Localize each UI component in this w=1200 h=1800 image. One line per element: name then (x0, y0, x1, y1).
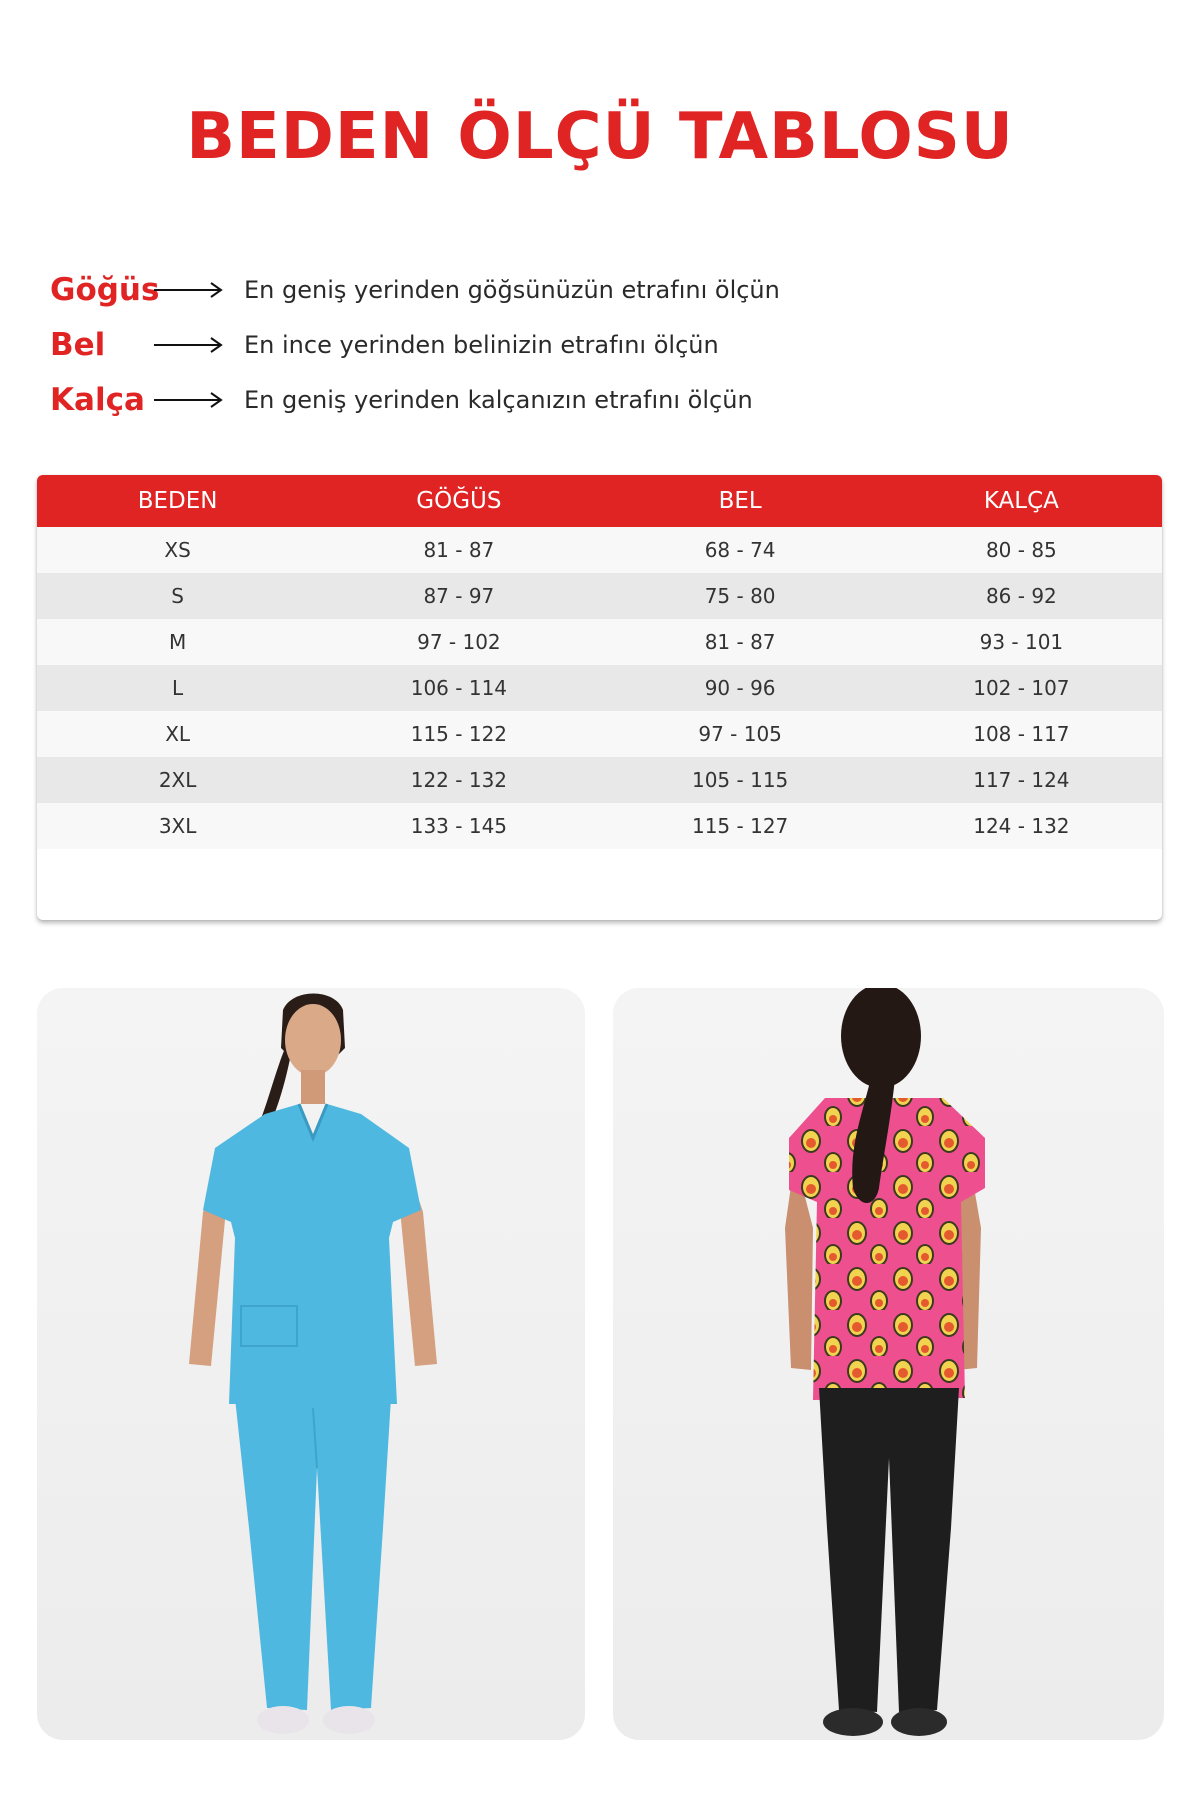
page-title: BEDEN ÖLÇÜ TABLOSU (186, 100, 1014, 174)
chest-cell: 81 - 87 (318, 527, 599, 573)
column-header-waist: BEL (600, 475, 881, 527)
column-header-size: BEDEN (37, 475, 318, 527)
model-back-icon (613, 988, 1164, 1740)
size-cell: XS (37, 527, 318, 573)
waist-cell: 90 - 96 (600, 665, 881, 711)
size-cell: M (37, 619, 318, 665)
size-cell: XL (37, 711, 318, 757)
table-row (37, 757, 1162, 803)
table-row (37, 573, 1162, 619)
hip-cell: 117 - 124 (881, 757, 1162, 803)
hip-cell: 124 - 132 (881, 803, 1162, 849)
chest-cell: 106 - 114 (318, 665, 599, 711)
photo-front-blue-scrubs (37, 988, 585, 1740)
chest-cell: 133 - 145 (318, 803, 599, 849)
size-cell: L (37, 665, 318, 711)
table-row (37, 527, 1162, 573)
chest-cell: 122 - 132 (318, 757, 599, 803)
size-table (37, 475, 1162, 849)
photo-back-pink-scrubs (613, 988, 1164, 1740)
guide-row-chest (50, 262, 950, 317)
column-header-hip: KALÇA (881, 475, 1162, 527)
waist-cell: 75 - 80 (600, 573, 881, 619)
arrow-right-icon (154, 279, 224, 301)
guide-row-hip (50, 372, 950, 427)
guide-row-waist (50, 317, 950, 372)
arrow-right-icon (154, 389, 224, 411)
waist-cell: 105 - 115 (600, 757, 881, 803)
table-header-row (37, 475, 1162, 527)
guide-description: En ince yerinden belinizin etrafını ölçün (244, 330, 719, 359)
waist-cell: 68 - 74 (600, 527, 881, 573)
size-cell: S (37, 573, 318, 619)
hip-cell: 93 - 101 (881, 619, 1162, 665)
guide-term: Kalça (50, 381, 145, 418)
measurement-guide (50, 262, 950, 427)
chest-cell: 87 - 97 (318, 573, 599, 619)
guide-term: Göğüs (50, 271, 160, 308)
chest-cell: 97 - 102 (318, 619, 599, 665)
arrow-right-icon (154, 334, 224, 356)
guide-description: En geniş yerinden kalçanızın etrafını ölçün (244, 385, 753, 414)
table-row (37, 803, 1162, 849)
hip-cell: 80 - 85 (881, 527, 1162, 573)
hip-cell: 108 - 117 (881, 711, 1162, 757)
column-header-chest: GÖĞÜS (318, 475, 599, 527)
table-row (37, 711, 1162, 757)
waist-cell: 115 - 127 (600, 803, 881, 849)
hip-cell: 86 - 92 (881, 573, 1162, 619)
hip-cell: 102 - 107 (881, 665, 1162, 711)
size-table-card (37, 475, 1162, 920)
table-row (37, 665, 1162, 711)
size-cell: 2XL (37, 757, 318, 803)
chest-cell: 115 - 122 (318, 711, 599, 757)
waist-cell: 81 - 87 (600, 619, 881, 665)
model-front-icon (37, 988, 585, 1740)
guide-term: Bel (50, 326, 106, 363)
table-row (37, 619, 1162, 665)
waist-cell: 97 - 105 (600, 711, 881, 757)
size-cell: 3XL (37, 803, 318, 849)
guide-description: En geniş yerinden göğsünüzün etrafını ölçün (244, 275, 780, 304)
